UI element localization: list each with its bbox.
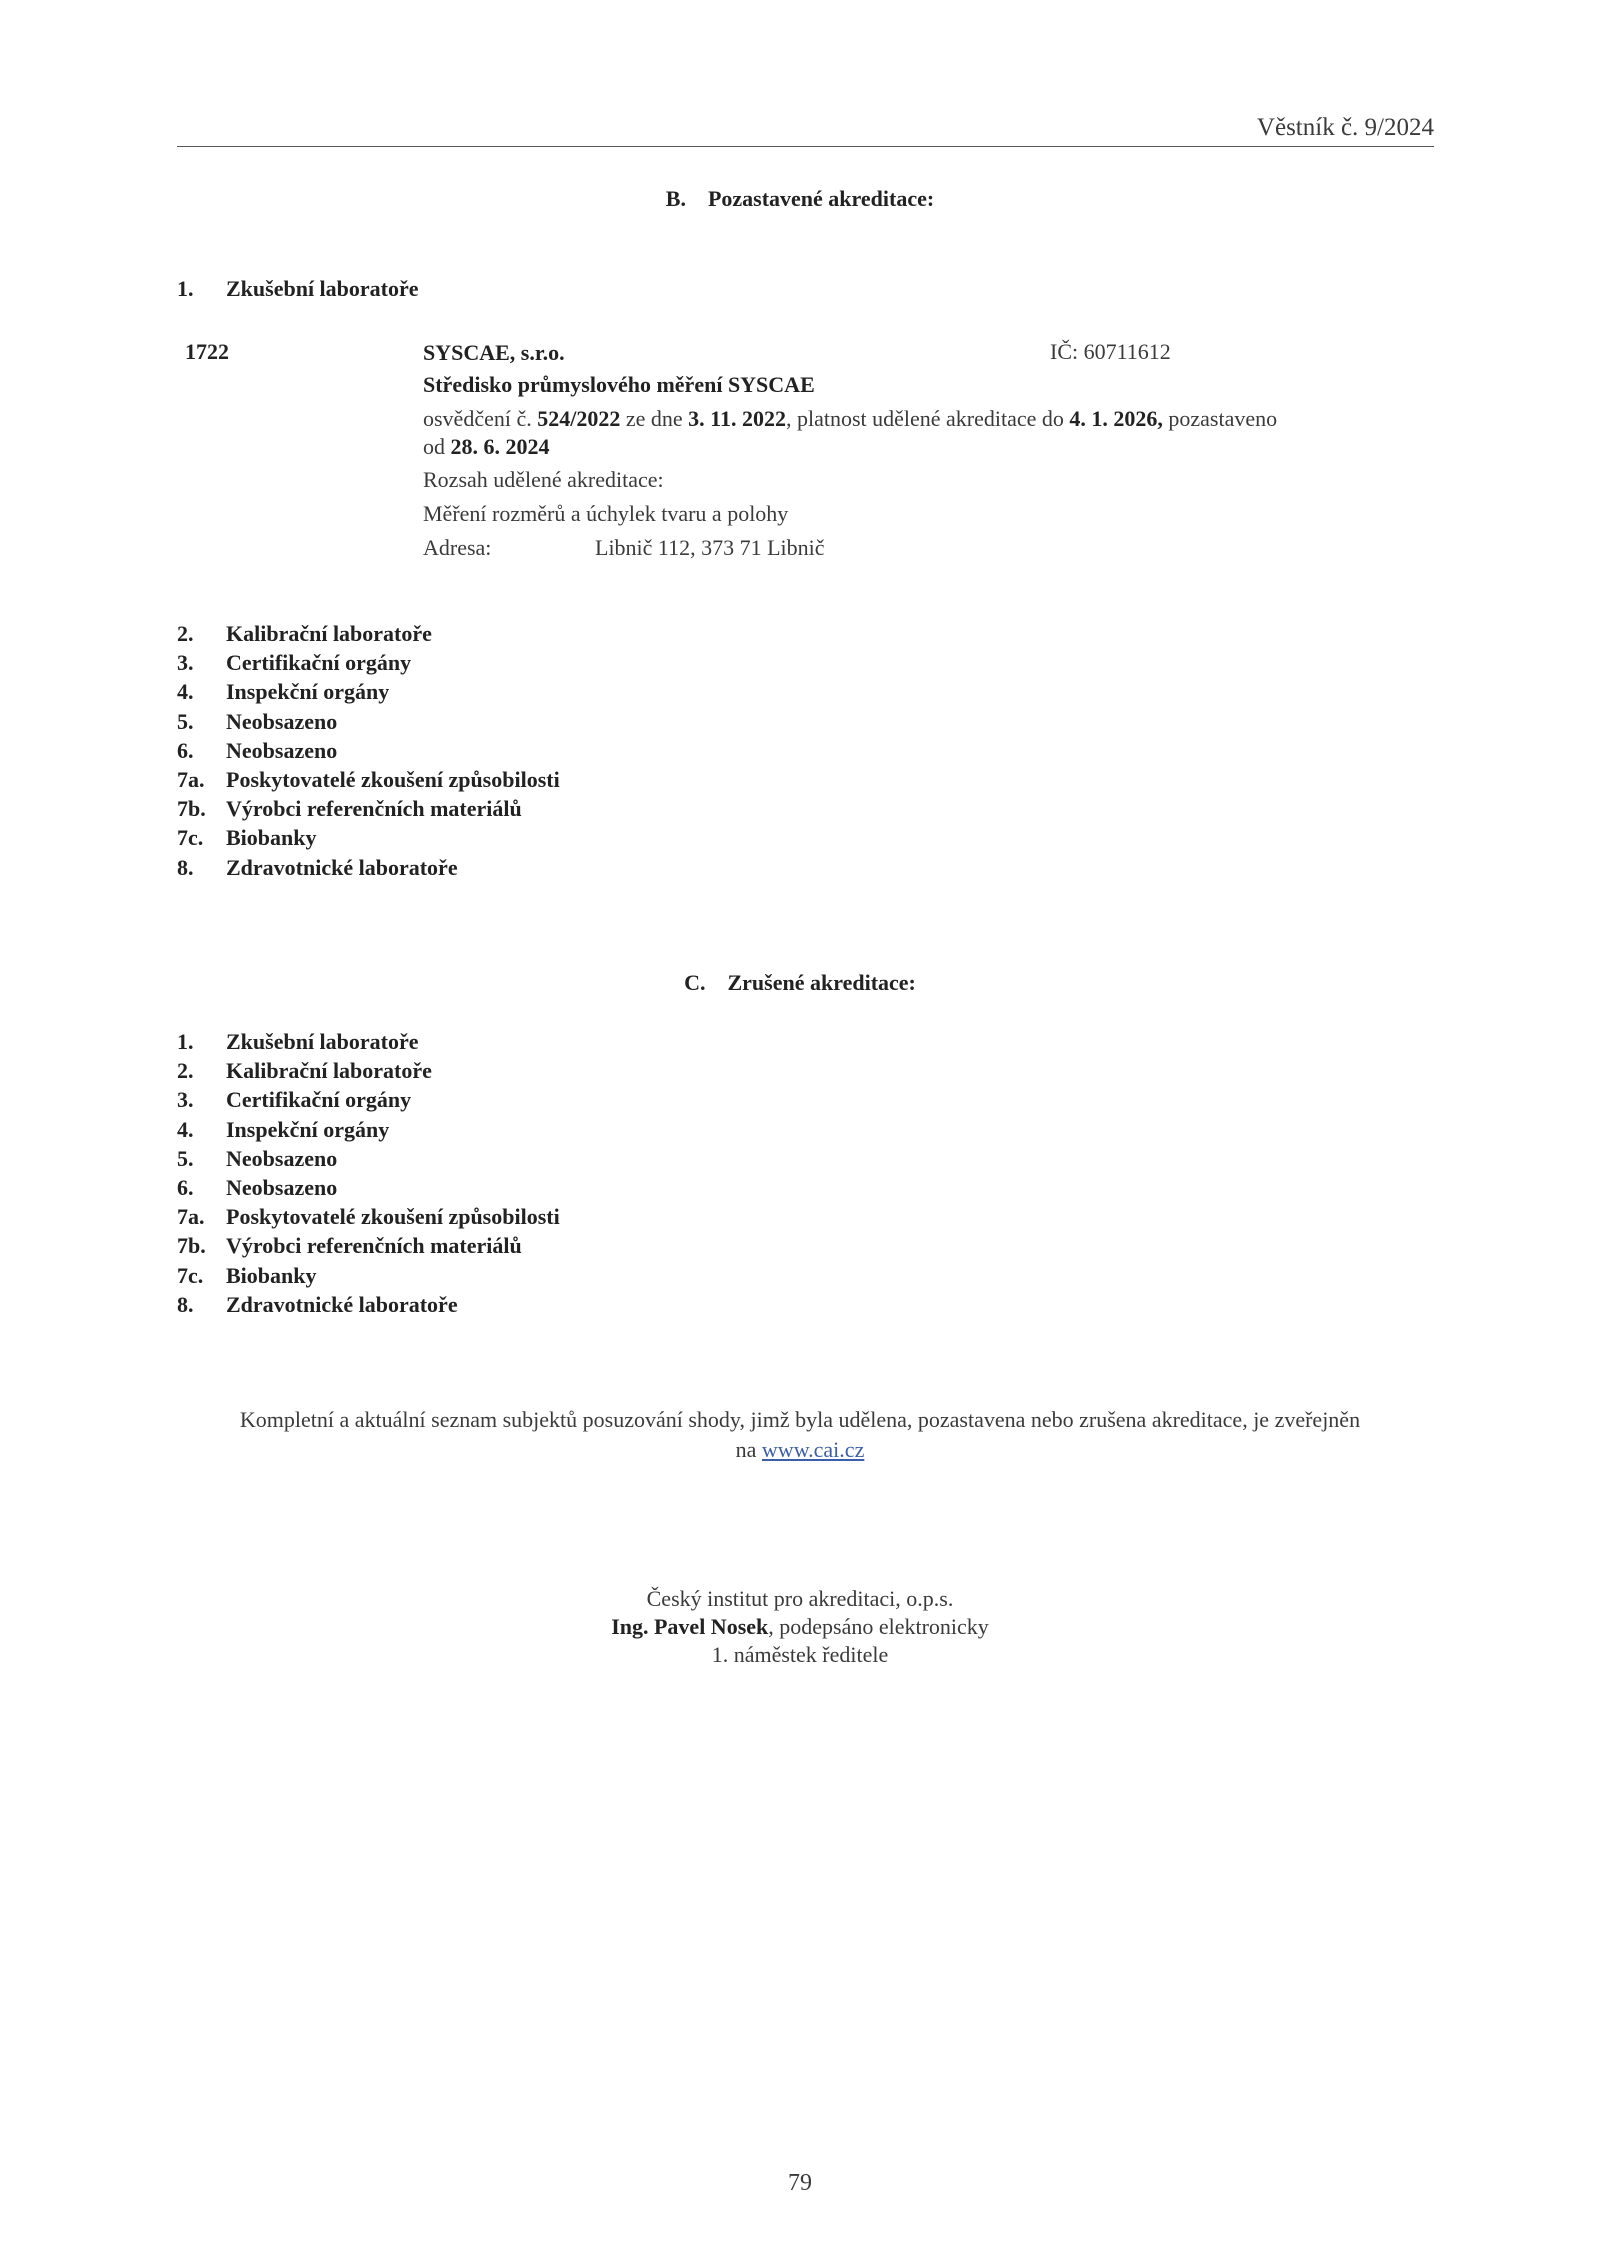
list-item: [177, 1085, 411, 1114]
signature-role: 1. náměstek ředitele: [711, 1642, 889, 1667]
entry-ico: IČ: 60711612: [1050, 339, 1171, 364]
item-number: 5.: [177, 708, 194, 734]
list-item: [177, 1173, 337, 1202]
list-item: [177, 1261, 317, 1290]
item-label: Biobanky: [226, 1262, 317, 1288]
cert-date: 3. 11. 2022: [688, 406, 786, 431]
list-item: [177, 1027, 419, 1056]
list-item: [177, 736, 337, 765]
header-divider: [177, 146, 1434, 147]
item-label: Zdravotnické laboratoře: [226, 1291, 458, 1317]
cert-prefix: osvědčení č.: [423, 406, 538, 431]
list-item: [177, 1115, 389, 1144]
list-item: [177, 823, 317, 852]
item-number: 7c.: [177, 825, 204, 851]
item-number: 3.: [177, 650, 194, 676]
item-number: 8.: [177, 854, 194, 880]
item-label: Zkušební laboratoře: [226, 276, 419, 301]
item-number: 2.: [177, 621, 194, 646]
item-number: 1.: [177, 1029, 194, 1054]
item-number: 1.: [177, 276, 194, 301]
item-label: Zdravotnické laboratoře: [226, 854, 458, 880]
section-b-title: Pozastavené akreditace:: [707, 186, 935, 211]
entry-number: 1722: [185, 339, 229, 364]
list-item: [177, 648, 411, 677]
item-label: Biobanky: [226, 825, 317, 851]
cert-number: 524/2022: [537, 406, 621, 431]
item-label: Výrobci referenčních materiálů: [226, 1233, 522, 1259]
item-number: 5.: [177, 1145, 194, 1171]
entry-company: SYSCAE, s.r.o.: [423, 340, 565, 365]
suspended-prefix: pozastaveno: [1162, 406, 1278, 431]
item-label: Poskytovatelé zkoušení způsobilosti: [226, 767, 560, 792]
signature-org: Český institut pro akreditaci, o.p.s.: [646, 1586, 954, 1611]
cert-date-prefix: ze dne: [620, 406, 689, 431]
validity-date: 4. 1. 2026,: [1069, 406, 1163, 431]
list-item: [177, 1202, 560, 1231]
page-number: 79: [788, 2170, 812, 2196]
entry-address: Libnič 112, 373 71 Libnič: [595, 535, 825, 560]
entry-scope-label: Rozsah udělené akreditace:: [423, 467, 664, 492]
item-number: 7b.: [177, 796, 206, 822]
item-number: 3.: [177, 1087, 194, 1113]
list-item: [177, 1231, 522, 1260]
suspended-from-date: 28. 6. 2024: [450, 434, 550, 459]
registry-note: [0, 1405, 1600, 1465]
item-label: Inspekční orgány: [226, 679, 390, 705]
signature-suffix: , podepsáno elektronicky: [768, 1614, 989, 1639]
list-item: [177, 707, 337, 736]
section-b-letter: B.: [665, 186, 686, 211]
item-label: Poskytovatelé zkoušení způsobilosti: [226, 1204, 560, 1230]
section-b-item-1: [177, 274, 419, 303]
item-label: Výrobci referenčních materiálů: [226, 796, 522, 822]
entry-scope: Měření rozměrů a úchylek tvaru a polohy: [423, 501, 789, 526]
validity-prefix: , platnost udělené akreditace do: [785, 406, 1070, 431]
list-item: [177, 853, 458, 882]
item-label: Neobsazeno: [226, 1145, 338, 1171]
suspended-from-prefix: od: [423, 434, 451, 459]
item-number: 2.: [177, 1058, 194, 1084]
section-b-heading: [0, 186, 1600, 212]
registry-note-line2: [0, 1435, 1600, 1465]
cai-website-link[interactable]: www.cai.cz: [761, 1437, 865, 1462]
item-number: 7a.: [177, 1204, 205, 1230]
section-c-letter: C.: [684, 970, 706, 995]
list-item: [177, 677, 389, 706]
bulletin-title: Věstník č. 9/2024: [1256, 114, 1434, 141]
item-label: Certifikační orgány: [226, 1087, 412, 1113]
item-label: Zkušební laboratoře: [226, 1029, 419, 1054]
registry-note-line1: Kompletní a aktuální seznam subjektů posuzování shody, jimž byla udělena, pozastavena nebo zrušena akreditace, je zveřejněn: [239, 1407, 1361, 1432]
signature-block: [0, 1585, 1600, 1669]
list-item: [177, 1144, 337, 1173]
list-item: [177, 765, 560, 794]
item-number: 7c.: [177, 1262, 204, 1288]
list-item: [177, 1290, 458, 1319]
item-number: 4.: [177, 679, 194, 705]
list-item: [177, 794, 522, 823]
item-number: 6.: [177, 1175, 194, 1200]
item-label: Certifikační orgány: [226, 650, 412, 676]
item-number: 7b.: [177, 1233, 206, 1259]
item-label: Neobsazeno: [226, 737, 338, 763]
list-item: [177, 619, 432, 648]
section-c-title: Zrušené akreditace:: [727, 970, 916, 995]
signature-name: Ing. Pavel Nosek: [611, 1614, 769, 1639]
item-number: 4.: [177, 1116, 194, 1142]
list-item: [177, 1056, 432, 1085]
signature-name-line: [0, 1613, 1600, 1641]
item-label: Inspekční orgány: [226, 1116, 390, 1142]
item-number: 7a.: [177, 767, 205, 792]
entry-unit: Středisko průmyslového měření SYSCAE: [423, 372, 815, 397]
item-label: Kalibrační laboratoře: [226, 621, 432, 646]
item-label: Neobsazeno: [226, 1175, 338, 1200]
item-label: Neobsazeno: [226, 708, 338, 734]
registry-note-prefix: na: [735, 1437, 762, 1462]
entry-suspended-line: [423, 433, 550, 461]
item-number: 6.: [177, 737, 194, 763]
entry-address-label: Adresa:: [423, 535, 492, 560]
item-number: 8.: [177, 1291, 194, 1317]
section-c-heading: [0, 970, 1600, 996]
entry-certificate-line: [423, 405, 1277, 433]
item-label: Kalibrační laboratoře: [226, 1058, 432, 1084]
